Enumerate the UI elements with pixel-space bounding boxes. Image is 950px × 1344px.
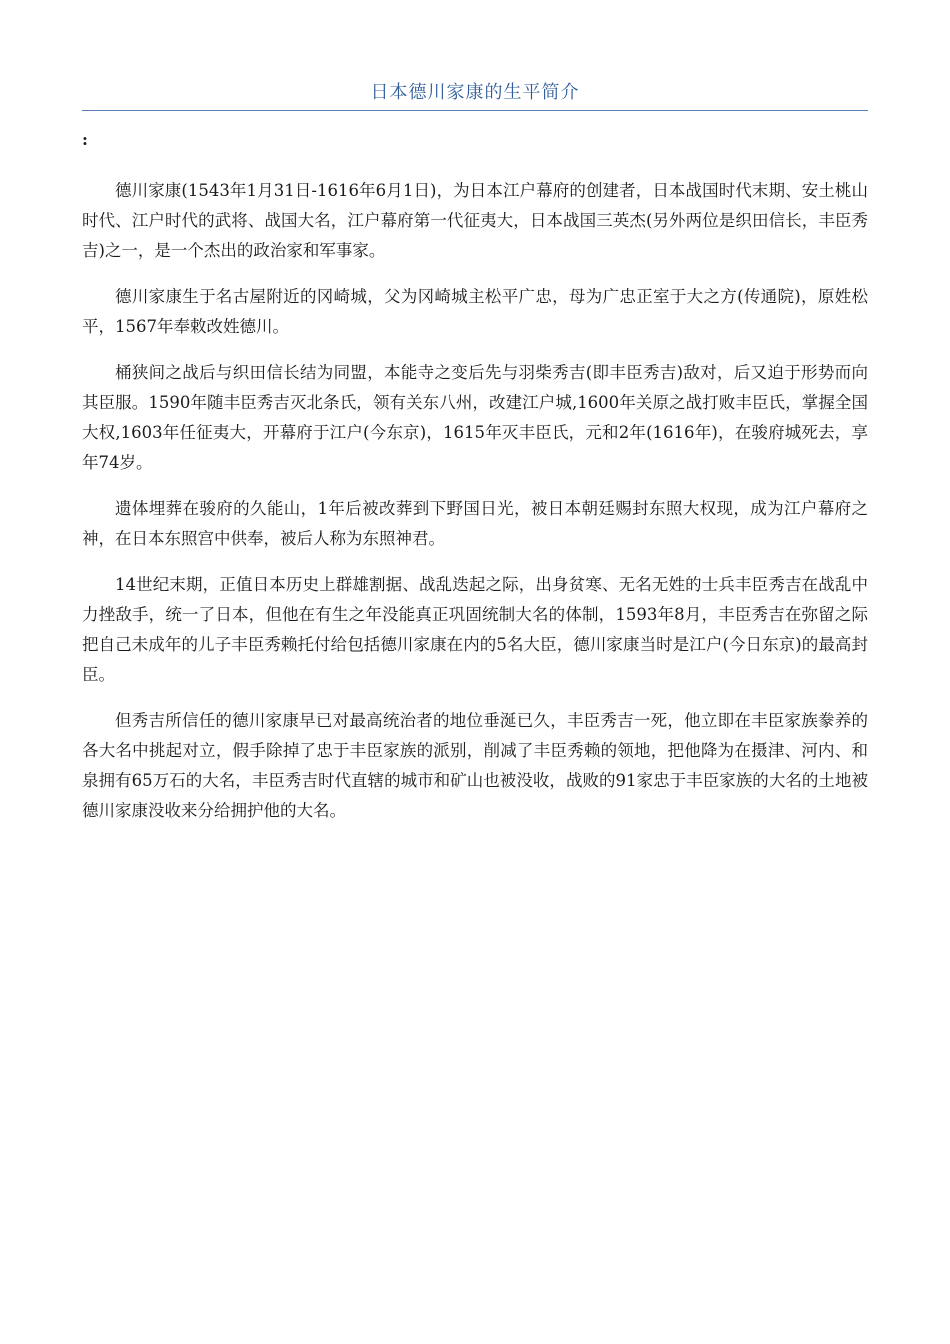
paragraph-burial: 遗体埋葬在骏府的久能山，1年后被改葬到下野国日光，被日本朝廷赐封东照大权现，成为江户幕府之神，在日本东照宫中供奉，被后人称为东照神君。	[82, 499, 868, 548]
paragraph-career: 桶狭间之战后与织田信长结为同盟，本能寺之变后先与羽柴秀吉(即丰臣秀吉)敌对，后又迫于形势而向其臣服。1590年随丰臣秀吉灭北条氏，领有关东八州，改建江户城,1600年关原之战打败丰臣氏，掌握全国大权,1603年任征夷大，开幕府于江户(今东京)，1615年灭丰臣氏，元和2年(1616年)，在骏府城死去，享年74岁。	[82, 363, 868, 472]
paragraph-rise-to-power: 但秀吉所信任的德川家康早已对最高统治者的地位垂涎已久，丰臣秀吉一死，他立即在丰臣家族豢养的各大名中挑起对立，假手除掉了忠于丰臣家族的派别，削减了丰臣秀赖的领地，把他降为在摄津、河内、和泉拥有65万石的大名，丰臣秀吉时代直辖的城市和矿山也被没收，战败的91家忠于丰臣家族的大名的土地被德川家康没收来分给拥护他的大名。	[82, 711, 868, 820]
stray-colon-mark: :	[82, 130, 88, 149]
paragraph-hideyoshi: 14世纪末期，正值日本历史上群雄割据、战乱迭起之际，出身贫寒、无名无姓的士兵丰臣秀吉在战乱中力挫敌手，统一了日本，但他在有生之年没能真正巩固统制大名的体制，1593年8月，丰臣秀吉在弥留之际把自己未成年的儿子丰臣秀赖托付给包括德川家康在内的5名大臣，德川家康当时是江户(今日东京)的最高封臣。	[82, 575, 868, 684]
paragraph-intro: 德川家康(1543年1月31日-1616年6月1日)，为日本江户幕府的创建者，日本战国时代末期、安土桃山时代、江户时代的武将、战国大名，江户幕府第一代征夷大，日本战国三英杰(另外两位是织田信长，丰臣秀吉)之一，是一个杰出的政治家和军事家。	[82, 181, 868, 260]
paragraph-birth: 德川家康生于名古屋附近的冈崎城，父为冈崎城主松平广忠，母为广忠正室于大之方(传通院)，原姓松平，1567年奉敕改姓德川。	[82, 287, 868, 336]
page-title: 日本德川家康的生平简介	[370, 82, 580, 103]
page-header	[82, 78, 868, 111]
document-body	[82, 176, 868, 842]
